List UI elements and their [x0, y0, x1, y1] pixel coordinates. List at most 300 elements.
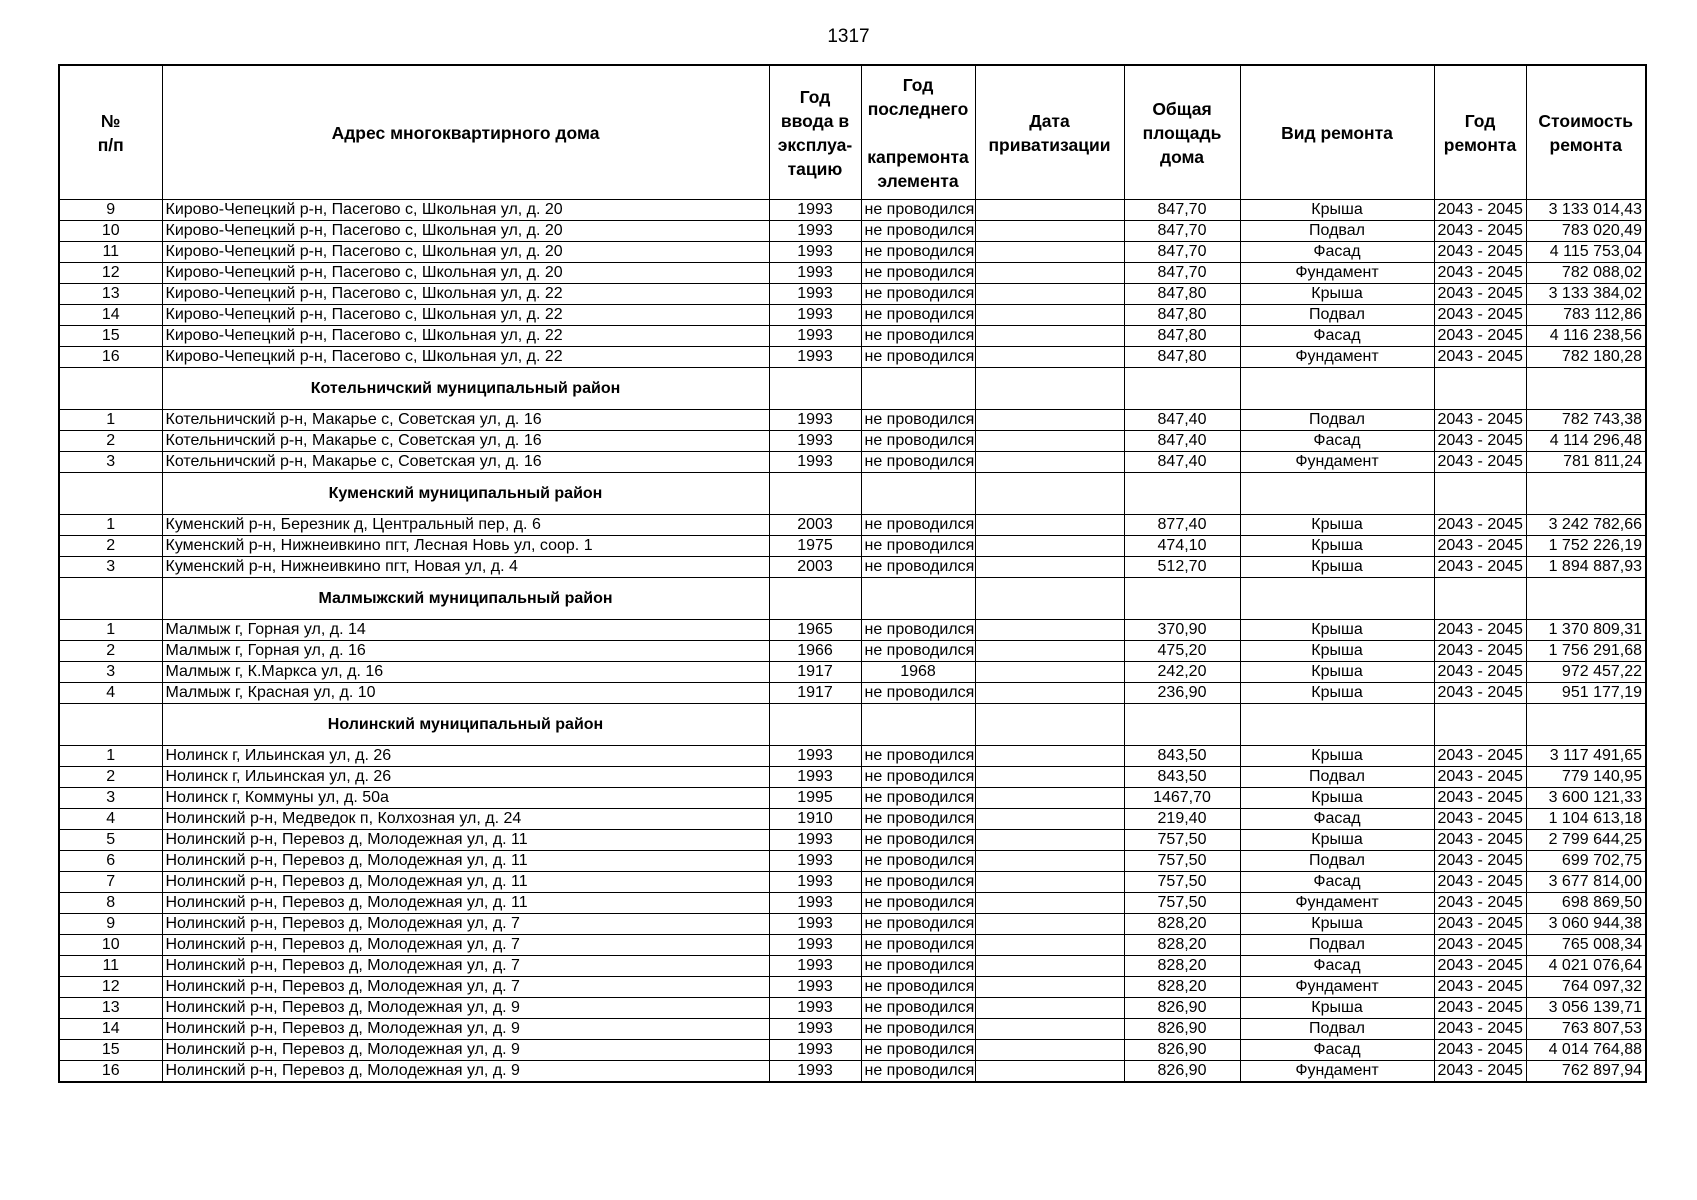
cell-total-area: 474,10	[1124, 536, 1240, 557]
cell-year-commissioned: 1910	[769, 809, 861, 830]
cell-repair-cost: 698 869,50	[1526, 893, 1646, 914]
cell-address: Нолинский р-н, Перевоз д, Молодежная ул, д. 7	[162, 914, 769, 935]
cell-repair-cost: 1 894 887,93	[1526, 557, 1646, 578]
cell-year-commissioned: 1993	[769, 893, 861, 914]
cell-last-repair-year: не проводился	[861, 872, 975, 893]
cell-last-repair-year: не проводился	[861, 347, 975, 368]
cell-repair-year: 2043 - 2045	[1434, 431, 1526, 452]
cell-repair-type: Крыша	[1240, 536, 1434, 557]
cell-total-area: 847,80	[1124, 284, 1240, 305]
cell-repair-cost: 1 370 809,31	[1526, 620, 1646, 641]
cell-last-repair-year: не проводился	[861, 410, 975, 431]
cell-num: 1	[59, 746, 162, 767]
cell-repair-year: 2043 - 2045	[1434, 242, 1526, 263]
cell-repair-type: Подвал	[1240, 1019, 1434, 1040]
cell-last-repair-year: не проводился	[861, 326, 975, 347]
cell-total-area: 826,90	[1124, 1019, 1240, 1040]
cell-repair-type: Подвал	[1240, 851, 1434, 872]
cell-repair-year: 2043 - 2045	[1434, 935, 1526, 956]
cell-repair-type: Крыша	[1240, 200, 1434, 221]
table-row	[59, 977, 1646, 998]
cell-year-commissioned: 1993	[769, 242, 861, 263]
cell-repair-type: Подвал	[1240, 410, 1434, 431]
cell-total-area: 757,50	[1124, 872, 1240, 893]
cell-address: Нолинский р-н, Перевоз д, Молодежная ул, д. 9	[162, 998, 769, 1019]
cell-year-commissioned: 1993	[769, 746, 861, 767]
cell-repair-cost: 4 116 238,56	[1526, 326, 1646, 347]
cell-total-area: 843,50	[1124, 746, 1240, 767]
cell-year-commissioned: 1995	[769, 788, 861, 809]
header-total-area: Общая площадь дома	[1124, 65, 1240, 200]
cell-repair-year: 2043 - 2045	[1434, 746, 1526, 767]
cell-address: Нолинский р-н, Медведок п, Колхозная ул, д. 24	[162, 809, 769, 830]
cell-year-commissioned: 1993	[769, 284, 861, 305]
cell-num: 3	[59, 557, 162, 578]
cell-address: Нолинск г, Ильинская ул, д. 26	[162, 767, 769, 788]
cell-last-repair-year: не проводился	[861, 284, 975, 305]
cell-repair-type: Крыша	[1240, 788, 1434, 809]
cell-repair-year: 2043 - 2045	[1434, 767, 1526, 788]
table-row	[59, 830, 1646, 851]
section-empty-cell	[59, 578, 162, 620]
cell-num: 11	[59, 242, 162, 263]
cell-repair-year: 2043 - 2045	[1434, 620, 1526, 641]
cell-total-area: 847,70	[1124, 200, 1240, 221]
cell-repair-type: Фасад	[1240, 872, 1434, 893]
cell-num: 11	[59, 956, 162, 977]
cell-num: 7	[59, 872, 162, 893]
cell-repair-year: 2043 - 2045	[1434, 536, 1526, 557]
cell-address: Нолинск г, Коммуны ул, д. 50а	[162, 788, 769, 809]
cell-privatization-date	[975, 347, 1124, 368]
cell-address: Котельничский р-н, Макарье с, Советская ул, д. 16	[162, 410, 769, 431]
cell-repair-type: Фасад	[1240, 956, 1434, 977]
table-row	[59, 620, 1646, 641]
cell-repair-type: Фундамент	[1240, 977, 1434, 998]
cell-repair-cost: 765 008,34	[1526, 935, 1646, 956]
cell-address: Нолинский р-н, Перевоз д, Молодежная ул, д. 11	[162, 893, 769, 914]
cell-repair-year: 2043 - 2045	[1434, 956, 1526, 977]
cell-privatization-date	[975, 200, 1124, 221]
cell-num: 3	[59, 662, 162, 683]
section-empty-cell	[1434, 704, 1526, 746]
cell-privatization-date	[975, 935, 1124, 956]
cell-num: 8	[59, 893, 162, 914]
section-empty-cell	[1526, 704, 1646, 746]
section-empty-cell	[59, 368, 162, 410]
cell-num: 2	[59, 536, 162, 557]
cell-repair-cost: 4 021 076,64	[1526, 956, 1646, 977]
cell-repair-type: Фасад	[1240, 242, 1434, 263]
cell-total-area: 847,80	[1124, 347, 1240, 368]
cell-repair-year: 2043 - 2045	[1434, 221, 1526, 242]
cell-last-repair-year: не проводился	[861, 788, 975, 809]
section-empty-cell	[975, 368, 1124, 410]
cell-repair-cost: 783 112,86	[1526, 305, 1646, 326]
cell-num: 13	[59, 284, 162, 305]
table-row	[59, 284, 1646, 305]
cell-repair-type: Крыша	[1240, 662, 1434, 683]
table-row	[59, 515, 1646, 536]
cell-address: Кирово-Чепецкий р-н, Пасегово с, Школьная ул, д. 20	[162, 263, 769, 284]
cell-num: 1	[59, 410, 162, 431]
cell-num: 2	[59, 431, 162, 452]
cell-year-commissioned: 1975	[769, 536, 861, 557]
cell-year-commissioned: 2003	[769, 557, 861, 578]
cell-repair-type: Подвал	[1240, 935, 1434, 956]
cell-repair-year: 2043 - 2045	[1434, 305, 1526, 326]
cell-repair-type: Подвал	[1240, 221, 1434, 242]
cell-privatization-date	[975, 977, 1124, 998]
table-row	[59, 893, 1646, 914]
cell-total-area: 828,20	[1124, 956, 1240, 977]
cell-year-commissioned: 1993	[769, 200, 861, 221]
table-row	[59, 788, 1646, 809]
cell-last-repair-year: не проводился	[861, 998, 975, 1019]
table-row	[59, 347, 1646, 368]
cell-repair-year: 2043 - 2045	[1434, 872, 1526, 893]
cell-repair-year: 2043 - 2045	[1434, 788, 1526, 809]
cell-last-repair-year: не проводился	[861, 683, 975, 704]
cell-repair-type: Подвал	[1240, 767, 1434, 788]
table-row	[59, 935, 1646, 956]
cell-address: Нолинский р-н, Перевоз д, Молодежная ул, д. 7	[162, 977, 769, 998]
table-row	[59, 431, 1646, 452]
section-empty-cell	[975, 473, 1124, 515]
cell-address: Малмыж г, Горная ул, д. 14	[162, 620, 769, 641]
cell-total-area: 757,50	[1124, 893, 1240, 914]
table-body	[59, 200, 1646, 1083]
cell-year-commissioned: 1993	[769, 977, 861, 998]
cell-total-area: 1467,70	[1124, 788, 1240, 809]
cell-repair-year: 2043 - 2045	[1434, 452, 1526, 473]
section-empty-cell	[769, 473, 861, 515]
table-row	[59, 263, 1646, 284]
cell-total-area: 847,80	[1124, 326, 1240, 347]
cell-total-area: 877,40	[1124, 515, 1240, 536]
cell-repair-cost: 972 457,22	[1526, 662, 1646, 683]
cell-total-area: 847,70	[1124, 263, 1240, 284]
cell-privatization-date	[975, 893, 1124, 914]
cell-privatization-date	[975, 431, 1124, 452]
cell-last-repair-year: не проводился	[861, 851, 975, 872]
cell-repair-type: Фасад	[1240, 326, 1434, 347]
header-last-repair-year: Год последнего капремонта элемента	[861, 65, 975, 200]
cell-repair-year: 2043 - 2045	[1434, 410, 1526, 431]
cell-address: Нолинский р-н, Перевоз д, Молодежная ул, д. 9	[162, 1019, 769, 1040]
table-row	[59, 1061, 1646, 1083]
cell-year-commissioned: 1917	[769, 683, 861, 704]
cell-year-commissioned: 1993	[769, 263, 861, 284]
header-repair-cost: Стоимость ремонта	[1526, 65, 1646, 200]
table-row	[59, 998, 1646, 1019]
cell-repair-cost: 2 799 644,25	[1526, 830, 1646, 851]
cell-repair-year: 2043 - 2045	[1434, 1061, 1526, 1083]
cell-num: 10	[59, 935, 162, 956]
cell-last-repair-year: не проводился	[861, 263, 975, 284]
cell-repair-year: 2043 - 2045	[1434, 851, 1526, 872]
section-header-row	[59, 473, 1646, 515]
section-title: Малмыжский муниципальный район	[162, 578, 769, 620]
table-row	[59, 452, 1646, 473]
cell-repair-year: 2043 - 2045	[1434, 557, 1526, 578]
cell-repair-year: 2043 - 2045	[1434, 347, 1526, 368]
section-empty-cell	[1124, 473, 1240, 515]
cell-year-commissioned: 1993	[769, 1019, 861, 1040]
cell-total-area: 512,70	[1124, 557, 1240, 578]
cell-address: Нолинский р-н, Перевоз д, Молодежная ул, д. 7	[162, 935, 769, 956]
cell-repair-year: 2043 - 2045	[1434, 326, 1526, 347]
cell-repair-type: Крыша	[1240, 515, 1434, 536]
cell-privatization-date	[975, 851, 1124, 872]
section-empty-cell	[769, 704, 861, 746]
cell-repair-cost: 3 600 121,33	[1526, 788, 1646, 809]
cell-year-commissioned: 1993	[769, 914, 861, 935]
cell-year-commissioned: 1993	[769, 935, 861, 956]
cell-repair-type: Крыша	[1240, 620, 1434, 641]
cell-repair-type: Крыша	[1240, 746, 1434, 767]
cell-repair-cost: 762 897,94	[1526, 1061, 1646, 1083]
table-row	[59, 662, 1646, 683]
table-row	[59, 242, 1646, 263]
section-empty-cell	[1526, 578, 1646, 620]
header-repair-year: Год ремонта	[1434, 65, 1526, 200]
cell-privatization-date	[975, 620, 1124, 641]
cell-last-repair-year: не проводился	[861, 242, 975, 263]
cell-privatization-date	[975, 998, 1124, 1019]
table-row	[59, 1040, 1646, 1061]
cell-repair-cost: 4 115 753,04	[1526, 242, 1646, 263]
cell-privatization-date	[975, 809, 1124, 830]
cell-repair-year: 2043 - 2045	[1434, 1019, 1526, 1040]
cell-repair-type: Крыша	[1240, 998, 1434, 1019]
cell-last-repair-year: не проводился	[861, 809, 975, 830]
cell-address: Котельничский р-н, Макарье с, Советская ул, д. 16	[162, 452, 769, 473]
cell-num: 14	[59, 1019, 162, 1040]
table-row	[59, 410, 1646, 431]
table-row	[59, 326, 1646, 347]
cell-total-area: 236,90	[1124, 683, 1240, 704]
cell-repair-cost: 781 811,24	[1526, 452, 1646, 473]
header-privatization-date: Дата приватизации	[975, 65, 1124, 200]
cell-privatization-date	[975, 452, 1124, 473]
cell-address: Малмыж г, Красная ул, д. 10	[162, 683, 769, 704]
cell-year-commissioned: 1993	[769, 410, 861, 431]
cell-last-repair-year: не проводился	[861, 1061, 975, 1083]
section-empty-cell	[1240, 473, 1434, 515]
cell-num: 6	[59, 851, 162, 872]
section-empty-cell	[861, 578, 975, 620]
section-empty-cell	[1240, 704, 1434, 746]
table-row	[59, 914, 1646, 935]
cell-num: 5	[59, 830, 162, 851]
cell-total-area: 757,50	[1124, 851, 1240, 872]
section-empty-cell	[861, 704, 975, 746]
section-header-row	[59, 578, 1646, 620]
cell-repair-year: 2043 - 2045	[1434, 830, 1526, 851]
cell-privatization-date	[975, 746, 1124, 767]
cell-privatization-date	[975, 515, 1124, 536]
cell-last-repair-year: не проводился	[861, 956, 975, 977]
section-empty-cell	[59, 704, 162, 746]
cell-address: Нолинский р-н, Перевоз д, Молодежная ул, д. 9	[162, 1061, 769, 1083]
cell-total-area: 847,80	[1124, 305, 1240, 326]
section-title: Котельничский муниципальный район	[162, 368, 769, 410]
section-empty-cell	[975, 704, 1124, 746]
cell-repair-year: 2043 - 2045	[1434, 263, 1526, 284]
cell-total-area: 828,20	[1124, 914, 1240, 935]
cell-repair-type: Фундамент	[1240, 347, 1434, 368]
cell-privatization-date	[975, 830, 1124, 851]
cell-privatization-date	[975, 410, 1124, 431]
cell-repair-cost: 782 180,28	[1526, 347, 1646, 368]
cell-total-area: 370,90	[1124, 620, 1240, 641]
table-header-row	[59, 65, 1646, 200]
cell-repair-cost: 3 056 139,71	[1526, 998, 1646, 1019]
section-empty-cell	[1526, 473, 1646, 515]
cell-address: Кирово-Чепецкий р-н, Пасегово с, Школьная ул, д. 20	[162, 200, 769, 221]
cell-num: 16	[59, 347, 162, 368]
cell-num: 1	[59, 515, 162, 536]
table-row	[59, 1019, 1646, 1040]
cell-repair-cost: 783 020,49	[1526, 221, 1646, 242]
cell-last-repair-year: не проводился	[861, 200, 975, 221]
cell-last-repair-year: не проводился	[861, 641, 975, 662]
cell-num: 15	[59, 326, 162, 347]
section-header-row	[59, 704, 1646, 746]
header-num: № п/п	[59, 65, 162, 200]
repair-schedule-table	[58, 64, 1647, 1083]
cell-repair-cost: 951 177,19	[1526, 683, 1646, 704]
cell-year-commissioned: 1993	[769, 872, 861, 893]
cell-address: Кирово-Чепецкий р-н, Пасегово с, Школьная ул, д. 20	[162, 242, 769, 263]
header-year-commissioned: Год ввода в эксплуа-тацию	[769, 65, 861, 200]
cell-privatization-date	[975, 557, 1124, 578]
cell-privatization-date	[975, 1019, 1124, 1040]
section-empty-cell	[59, 473, 162, 515]
section-empty-cell	[1240, 368, 1434, 410]
table-row	[59, 557, 1646, 578]
cell-repair-type: Крыша	[1240, 830, 1434, 851]
cell-num: 3	[59, 452, 162, 473]
cell-year-commissioned: 1993	[769, 347, 861, 368]
cell-repair-year: 2043 - 2045	[1434, 641, 1526, 662]
section-title: Нолинский муниципальный район	[162, 704, 769, 746]
cell-year-commissioned: 1993	[769, 1040, 861, 1061]
cell-total-area: 826,90	[1124, 998, 1240, 1019]
cell-repair-cost: 764 097,32	[1526, 977, 1646, 998]
cell-privatization-date	[975, 788, 1124, 809]
cell-address: Кирово-Чепецкий р-н, Пасегово с, Школьная ул, д. 22	[162, 326, 769, 347]
cell-privatization-date	[975, 305, 1124, 326]
cell-privatization-date	[975, 641, 1124, 662]
table-row	[59, 956, 1646, 977]
cell-last-repair-year: не проводился	[861, 620, 975, 641]
cell-address: Нолинский р-н, Перевоз д, Молодежная ул, д. 7	[162, 956, 769, 977]
cell-num: 13	[59, 998, 162, 1019]
table-row	[59, 200, 1646, 221]
cell-privatization-date	[975, 536, 1124, 557]
cell-num: 9	[59, 200, 162, 221]
cell-last-repair-year: 1968	[861, 662, 975, 683]
cell-year-commissioned: 1993	[769, 998, 861, 1019]
cell-year-commissioned: 1965	[769, 620, 861, 641]
cell-num: 4	[59, 683, 162, 704]
cell-total-area: 847,40	[1124, 410, 1240, 431]
table-row	[59, 809, 1646, 830]
cell-last-repair-year: не проводился	[861, 935, 975, 956]
cell-year-commissioned: 1993	[769, 305, 861, 326]
cell-last-repair-year: не проводился	[861, 1040, 975, 1061]
cell-privatization-date	[975, 326, 1124, 347]
cell-total-area: 843,50	[1124, 767, 1240, 788]
table-row	[59, 872, 1646, 893]
cell-repair-type: Фундамент	[1240, 1061, 1434, 1083]
cell-repair-type: Фасад	[1240, 431, 1434, 452]
table-row	[59, 683, 1646, 704]
cell-address: Нолинский р-н, Перевоз д, Молодежная ул, д. 9	[162, 1040, 769, 1061]
cell-num: 12	[59, 263, 162, 284]
cell-repair-type: Фундамент	[1240, 893, 1434, 914]
cell-year-commissioned: 1966	[769, 641, 861, 662]
section-empty-cell	[861, 473, 975, 515]
cell-privatization-date	[975, 263, 1124, 284]
section-empty-cell	[1124, 704, 1240, 746]
cell-address: Куменский р-н, Нижнеивкино пгт, Лесная Новь ул, соор. 1	[162, 536, 769, 557]
cell-repair-year: 2043 - 2045	[1434, 809, 1526, 830]
cell-repair-type: Фундамент	[1240, 452, 1434, 473]
cell-repair-type: Фасад	[1240, 809, 1434, 830]
table-row	[59, 767, 1646, 788]
cell-year-commissioned: 1993	[769, 221, 861, 242]
cell-address: Нолинский р-н, Перевоз д, Молодежная ул, д. 11	[162, 830, 769, 851]
cell-address: Нолинский р-н, Перевоз д, Молодежная ул, д. 11	[162, 851, 769, 872]
cell-total-area: 757,50	[1124, 830, 1240, 851]
cell-total-area: 847,70	[1124, 242, 1240, 263]
cell-privatization-date	[975, 284, 1124, 305]
cell-repair-year: 2043 - 2045	[1434, 977, 1526, 998]
cell-repair-cost: 3 060 944,38	[1526, 914, 1646, 935]
cell-privatization-date	[975, 1040, 1124, 1061]
cell-total-area: 828,20	[1124, 977, 1240, 998]
header-repair-type: Вид ремонта	[1240, 65, 1434, 200]
cell-year-commissioned: 1993	[769, 830, 861, 851]
cell-address: Кирово-Чепецкий р-н, Пасегово с, Школьная ул, д. 20	[162, 221, 769, 242]
cell-repair-type: Крыша	[1240, 557, 1434, 578]
table-row	[59, 536, 1646, 557]
section-empty-cell	[769, 578, 861, 620]
cell-privatization-date	[975, 221, 1124, 242]
cell-address: Котельничский р-н, Макарье с, Советская ул, д. 16	[162, 431, 769, 452]
cell-repair-cost: 782 743,38	[1526, 410, 1646, 431]
cell-repair-type: Крыша	[1240, 641, 1434, 662]
cell-last-repair-year: не проводился	[861, 452, 975, 473]
cell-last-repair-year: не проводился	[861, 221, 975, 242]
cell-repair-year: 2043 - 2045	[1434, 914, 1526, 935]
cell-repair-type: Крыша	[1240, 683, 1434, 704]
cell-repair-cost: 3 117 491,65	[1526, 746, 1646, 767]
cell-total-area: 826,90	[1124, 1040, 1240, 1061]
cell-repair-cost: 3 677 814,00	[1526, 872, 1646, 893]
cell-total-area: 847,70	[1124, 221, 1240, 242]
cell-repair-cost: 3 133 384,02	[1526, 284, 1646, 305]
cell-year-commissioned: 2003	[769, 515, 861, 536]
cell-address: Кирово-Чепецкий р-н, Пасегово с, Школьная ул, д. 22	[162, 347, 769, 368]
cell-repair-year: 2043 - 2045	[1434, 284, 1526, 305]
cell-address: Нолинск г, Ильинская ул, д. 26	[162, 746, 769, 767]
table-row	[59, 851, 1646, 872]
table-row	[59, 221, 1646, 242]
